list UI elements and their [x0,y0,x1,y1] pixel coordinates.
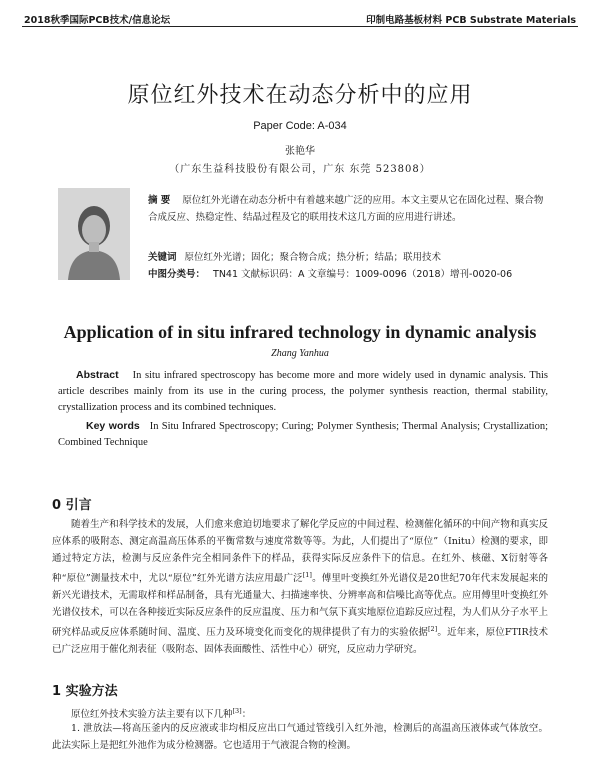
keywords-chinese [148,249,568,263]
keywords-chinese-text: 原位红外光谱；固化；聚合物合成；热分析；结晶；联用技术 [184,252,442,263]
classification-chinese [148,266,568,280]
title-english: Application of in situ infrared technology in dynamic analysis [63,322,537,342]
title-chinese: 原位红外技术在动态分析中的应用 [127,83,473,108]
keywords-english-text: In Situ Infrared Spectroscopy; Curing; Polymer Synthesis; Thermal Analysis; Crystallization; Combined Technique [58,421,548,448]
author-photo [58,188,130,280]
abstract-english [58,367,548,416]
methods-intro-text: 原位红外技术实验方法主要有以下几种 [71,709,233,721]
classification-text: TN41 文献标识码：A 文章编号：1009-0096（2018）增刊-0020-06 [213,269,513,280]
author-english: Zhang Yanhua [271,348,329,359]
abstract-english-label: Abstract [76,369,119,381]
keywords-chinese-label: 关键词 [148,252,177,263]
keywords-english-label: Key words [86,420,140,432]
author-chinese: 张艳华 [285,146,315,157]
classification-label: 中图分类号： [148,269,206,280]
header-right: 印制电路基板材料 PCB Substrate Materials [366,15,576,26]
paper-code: Paper Code: A-034 [253,120,347,132]
intro-text-b: 。傅里叶变换红外光谱仪是20世纪70年代末发展起来的新兴光谱技术，无需取样和样品制备，具有光通量大、扫描速率快、分辨率高和信噪比高等优点。应用傅里叶变换红外光谱仪技术，可以在各种接近实际反应条件的反应温度、压力和气氛下真实地原位追踪反应过程，为人们从分子水平上研究样品或反应体系随时间、温度、压力及环境变化而变化的规律提供了有力的实验依据 [52,573,548,639]
affiliation-chinese: （广东生益科技股份有限公司，广东 东莞 523808） [169,164,431,175]
abstract-chinese-text: 原位红外光谱在动态分析中有着越来越广泛的应用。本文主要从它在固化过程、聚合物合成反应、热稳定性、结晶过程及它的联用技术这几方面的应用进行讲述。 [148,195,544,223]
citation-1: [1] [302,571,312,579]
methods-item-1: 1. 泄放法—将高压釜内的反应液或非均相反应出口气通过管线引入红外池，检测后的高温高压液体或气体放空。此法实际上是把红外池作为成分检测器。它也适用于气液混合物的检测。 [52,723,548,751]
introduction-paragraph [52,516,548,658]
section-heading-methods: 1 实验方法 [52,684,118,699]
keywords-english [58,418,548,451]
header-left: 2018秋季国际PCB技术/信息论坛 [24,15,171,26]
methods-intro-end: ： [241,709,252,721]
abstract-english-text: In situ infrared spectroscopy has become more and more widely used in dynamic analysis. This article describes mainly from its use in the curing process, the polymer synthesis reaction, thermal stability, crystallization process and its combined techniques. [58,370,548,413]
citation-2: [2] [428,625,438,634]
intro-text-a: 随着生产和科学技术的发展，人们愈来愈迫切地要求了解化学反应的中间过程、检测催化循环的中间产物和真实反应体系的吸附态、测定高温高压体系的平衡常数与速度常数等等。为此，人们提出了“原位”（Initu）检测的要求，即通过特定方法，检测与反应条件完全相同条件下的样品，获得实际反应条件下的信息。在红外、核磁、X衍射等各种“原位”测量技术中，尤以“原位”红外光谱方法应用最广泛 [52,519,548,585]
section-heading-introduction: 0 引言 [52,498,92,513]
citation-3: [3] [232,707,242,715]
running-header [22,10,578,27]
intro-text-c: 。近年来，原位FTIR技术已广泛应用于催化剂表征（吸附态、固体表面酸性、活性中心）研究，反应动力学研究。 [52,627,548,656]
abstract-chinese [148,192,550,226]
abstract-chinese-label: 摘 要 [148,195,171,206]
